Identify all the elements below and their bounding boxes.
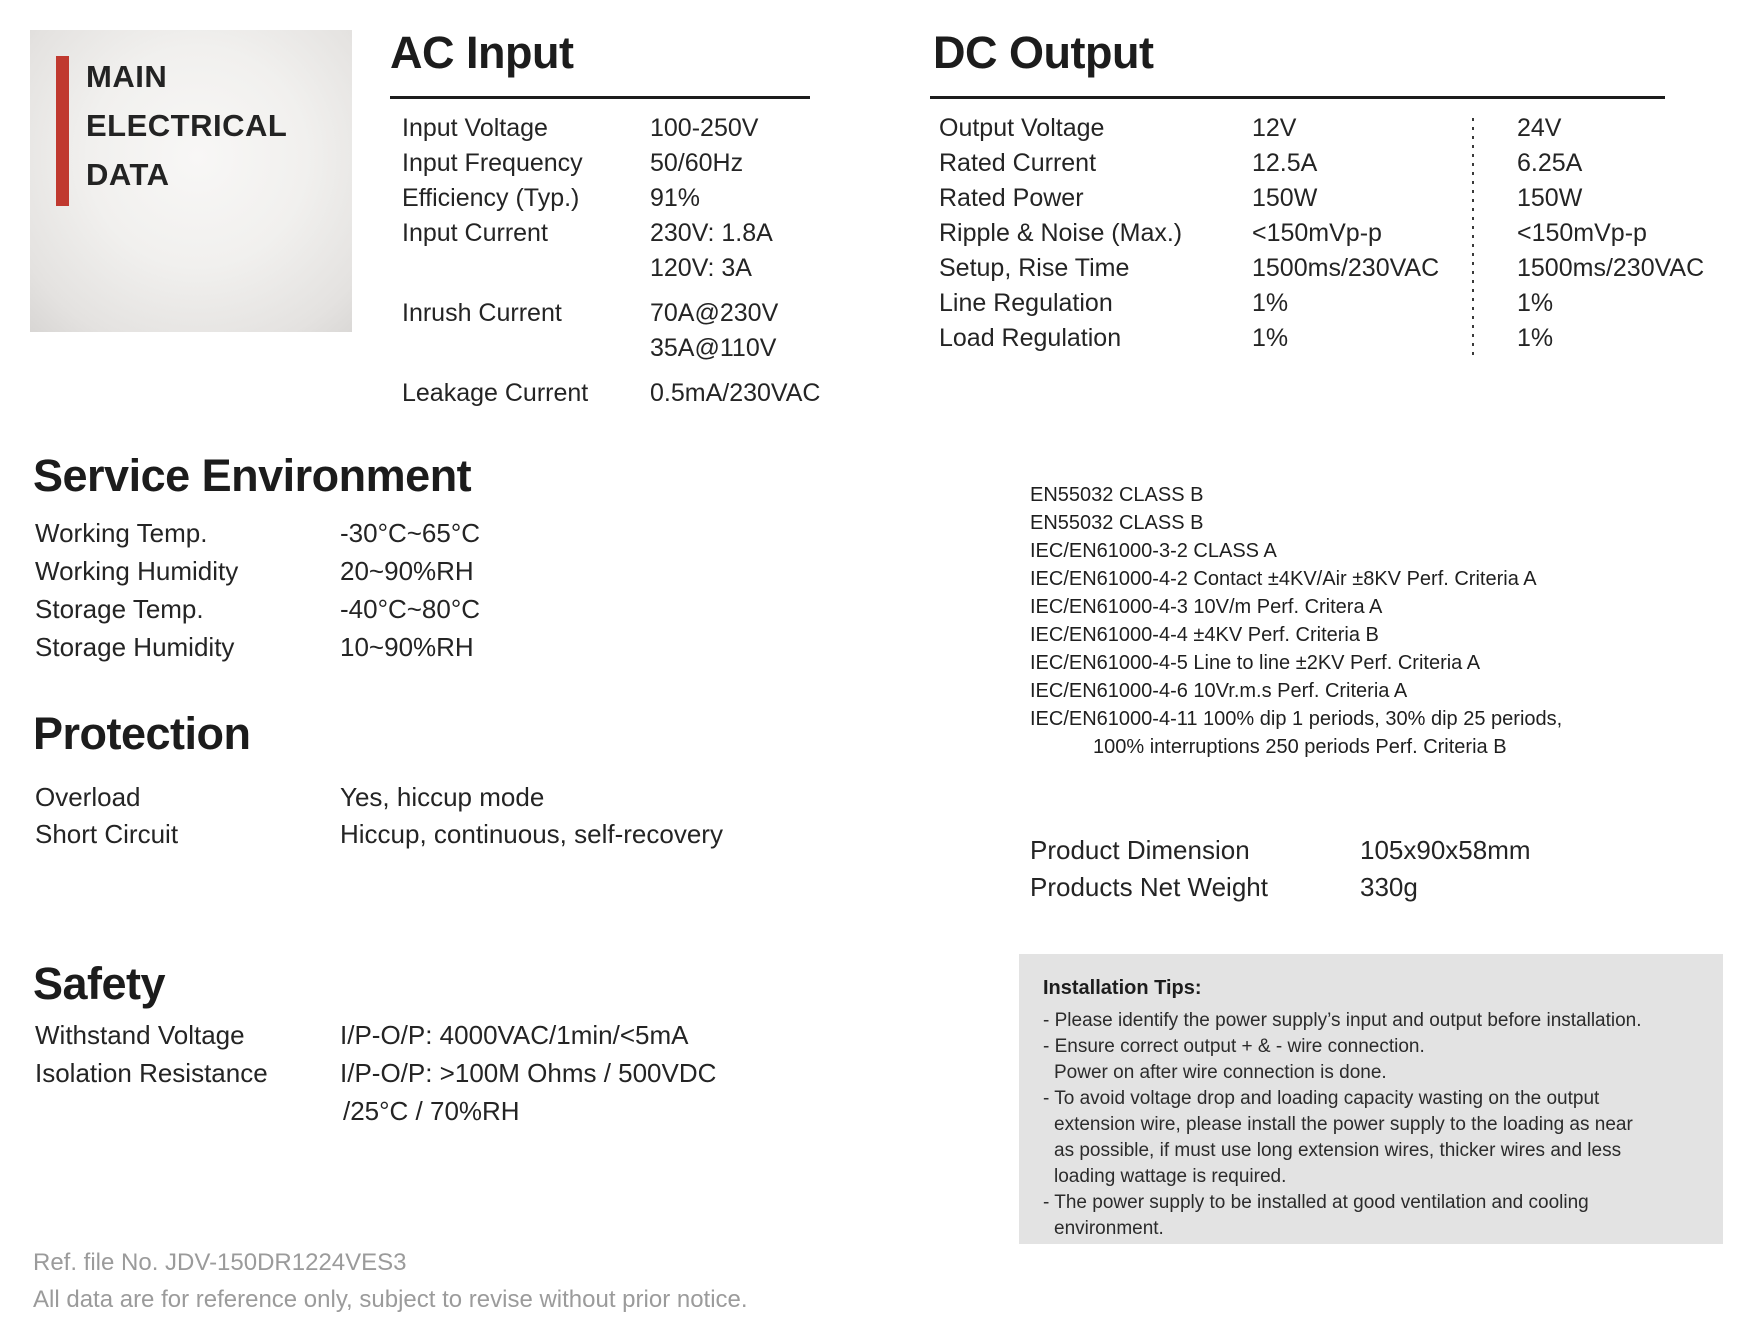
table-row — [402, 216, 820, 251]
spec-label: Rated Current — [939, 149, 1097, 177]
footer-disclaimer: All data are for reference only, subject to revise without prior notice. — [33, 1286, 748, 1313]
table-row — [939, 251, 1704, 286]
tip-line-continuation: as possible, if must use long extension wires, thicker wires and less — [1054, 1140, 1622, 1161]
spec-label: Setup, Rise Time — [939, 254, 1130, 282]
spec-value: I/P-O/P: 4000VAC/1min/<5mA — [340, 1020, 689, 1050]
tip-line-continuation: extension wire, please install the power supply to the loading as near — [1054, 1114, 1633, 1135]
spec-value-24v: 1% — [1517, 289, 1554, 317]
spec-value-12v: 1% — [1252, 289, 1289, 317]
emc-line: IEC/EN61000-3-2 CLASS A — [1030, 540, 1277, 562]
spec-label: Line Regulation — [939, 289, 1113, 317]
dc-output-table — [939, 111, 1704, 356]
safety-title: Safety — [33, 958, 166, 1009]
installation-tips-box — [1019, 954, 1723, 1244]
spec-value: 91% — [650, 184, 701, 212]
installation-tips-title: Installation Tips: — [1043, 977, 1202, 999]
spec-label: Products Net Weight — [1030, 872, 1268, 902]
emc-line: IEC/EN61000-4-5 Line to line ±2KV Perf. Criteria A — [1030, 652, 1481, 674]
spec-value-12v: 12V — [1252, 114, 1297, 142]
logo-box — [30, 30, 352, 332]
spec-value: 330g — [1360, 872, 1418, 902]
spec-value: 50/60Hz — [650, 149, 744, 177]
tip-line: - To avoid voltage drop and loading capacity wasting on the output — [1043, 1088, 1600, 1109]
logo-line-1: MAIN — [86, 59, 168, 94]
emc-line: IEC/EN61000-4-6 10Vr.m.s Perf. Criteria A — [1030, 680, 1408, 702]
table-row — [939, 286, 1704, 321]
table-row — [35, 514, 480, 552]
table-row — [402, 181, 820, 216]
product-info-table — [1030, 832, 1531, 906]
emc-line: IEC/EN61000-4-2 Contact ±4KV/Air ±8KV Perf. Criteria A — [1030, 568, 1537, 590]
spec-label — [402, 331, 650, 366]
spec-value — [340, 1054, 716, 1130]
logo-red-bar — [56, 56, 69, 206]
protection-title: Protection — [33, 708, 251, 759]
spec-value: -30°C~65°C — [340, 518, 481, 548]
emc-line: IEC/EN61000-4-4 ±4KV Perf. Criteria B — [1030, 624, 1379, 646]
table-row — [939, 111, 1704, 146]
table-row — [402, 296, 820, 331]
spec-value-24v: 150W — [1517, 184, 1583, 212]
table-row — [35, 590, 480, 628]
spec-label: Inrush Current — [402, 299, 562, 327]
spec-value: 35A@110V — [650, 334, 777, 362]
spec-value-12v: 1% — [1252, 324, 1289, 352]
dc-output-rule — [930, 96, 1665, 99]
spec-label: Ripple & Noise (Max.) — [939, 219, 1183, 247]
emc-standards-list — [1030, 481, 1562, 761]
spec-label: Output Voltage — [939, 114, 1105, 142]
table-row — [35, 779, 723, 816]
footer-ref-number: Ref. file No. JDV-150DR1224VES3 — [33, 1249, 407, 1276]
spec-value-line1: I/P-O/P: >100M Ohms / 500VDC — [340, 1058, 717, 1088]
spec-label — [402, 251, 650, 286]
table-row — [402, 111, 820, 146]
logo-line-3: DATA — [86, 157, 170, 192]
table-row — [402, 146, 820, 181]
spec-label: Working Temp. — [35, 518, 208, 548]
emc-line-continuation: 100% interruptions 250 periods Perf. Criteria B — [1093, 736, 1507, 758]
spec-label: Working Humidity — [35, 556, 239, 586]
tip-line-continuation: Power on after wire connection is done. — [1054, 1062, 1387, 1083]
spec-label: Overload — [35, 782, 141, 812]
safety-table — [35, 1016, 716, 1130]
spec-value: 0.5mA/230VAC — [650, 379, 821, 407]
spec-value-24v: 1% — [1517, 324, 1554, 352]
emc-line: IEC/EN61000-4-3 10V/m Perf. Critera A — [1030, 596, 1383, 618]
dc-output-title: DC Output — [933, 27, 1154, 78]
spec-label: Input Frequency — [402, 149, 583, 177]
spec-value: 105x90x58mm — [1360, 835, 1531, 865]
spec-value-12v: <150mVp-p — [1252, 219, 1382, 247]
ac-input-table — [402, 111, 820, 411]
spec-value-24v: 24V — [1517, 114, 1562, 142]
service-environment-title: Service Environment — [33, 450, 472, 501]
footer — [33, 1244, 748, 1318]
spec-label: Storage Temp. — [35, 594, 204, 624]
tip-line-continuation: loading wattage is required. — [1054, 1166, 1287, 1187]
spec-value-12v: 12.5A — [1252, 149, 1318, 177]
spec-label: Input Current — [402, 219, 548, 247]
spec-value: 10~90%RH — [340, 632, 474, 662]
spec-value: -40°C~80°C — [340, 594, 481, 624]
spec-label: Leakage Current — [402, 379, 589, 407]
spec-label: Efficiency (Typ.) — [402, 184, 580, 212]
spec-label: Load Regulation — [939, 324, 1122, 352]
spec-value-line2: /25°C / 70%RH — [343, 1096, 520, 1126]
ac-input-rule — [390, 96, 810, 99]
spec-label: Rated Power — [939, 184, 1084, 212]
table-row — [402, 376, 820, 411]
table-row — [35, 552, 480, 590]
emc-line: IEC/EN61000-4-11 100% dip 1 periods, 30% dip 25 periods, — [1030, 708, 1563, 730]
table-row — [1030, 832, 1531, 869]
protection-table — [35, 779, 723, 853]
emc-line: EN55032 CLASS B — [1030, 512, 1204, 534]
spec-value: 70A@230V — [650, 299, 779, 327]
tip-line-continuation: environment. — [1054, 1218, 1164, 1239]
table-row — [939, 181, 1704, 216]
spec-label: Input Voltage — [402, 114, 548, 142]
spec-value: Hiccup, continuous, self-recovery — [340, 819, 723, 849]
logo-title — [86, 52, 287, 199]
spec-value: 20~90%RH — [340, 556, 474, 586]
table-row — [35, 1054, 716, 1130]
service-environment-table — [35, 514, 480, 666]
tip-line: - Please identify the power supply’s input and output before installation. — [1043, 1010, 1642, 1031]
table-row — [1030, 869, 1531, 906]
table-row — [35, 1016, 716, 1054]
spec-value: 100-250V — [650, 114, 759, 142]
spec-label: Short Circuit — [35, 819, 179, 849]
spec-value-24v: 1500ms/230VAC — [1517, 254, 1705, 282]
spec-label: Isolation Resistance — [35, 1058, 268, 1088]
table-row — [402, 251, 820, 286]
tip-line: - The power supply to be installed at good ventilation and cooling — [1043, 1192, 1589, 1213]
table-row — [402, 331, 820, 366]
spec-value-12v: 1500ms/230VAC — [1252, 254, 1440, 282]
spec-value: Yes, hiccup mode — [340, 782, 545, 812]
spec-value: 120V: 3A — [650, 254, 752, 282]
tip-line: - Ensure correct output + & - wire connection. — [1043, 1036, 1425, 1057]
spec-value-12v: 150W — [1252, 184, 1318, 212]
spec-value-24v: <150mVp-p — [1517, 219, 1647, 247]
spec-value: 230V: 1.8A — [650, 219, 773, 247]
spec-value-24v: 6.25A — [1517, 149, 1583, 177]
emc-line: EN55032 CLASS B — [1030, 484, 1204, 506]
table-row — [35, 628, 480, 666]
table-row — [939, 321, 1704, 356]
table-row — [35, 816, 723, 853]
ac-input-title: AC Input — [390, 27, 574, 78]
spec-label: Product Dimension — [1030, 835, 1250, 865]
spec-label: Storage Humidity — [35, 632, 235, 662]
spec-label: Withstand Voltage — [35, 1020, 245, 1050]
table-row — [939, 146, 1704, 181]
table-row — [939, 216, 1704, 251]
logo-line-2: ELECTRICAL — [86, 108, 288, 143]
